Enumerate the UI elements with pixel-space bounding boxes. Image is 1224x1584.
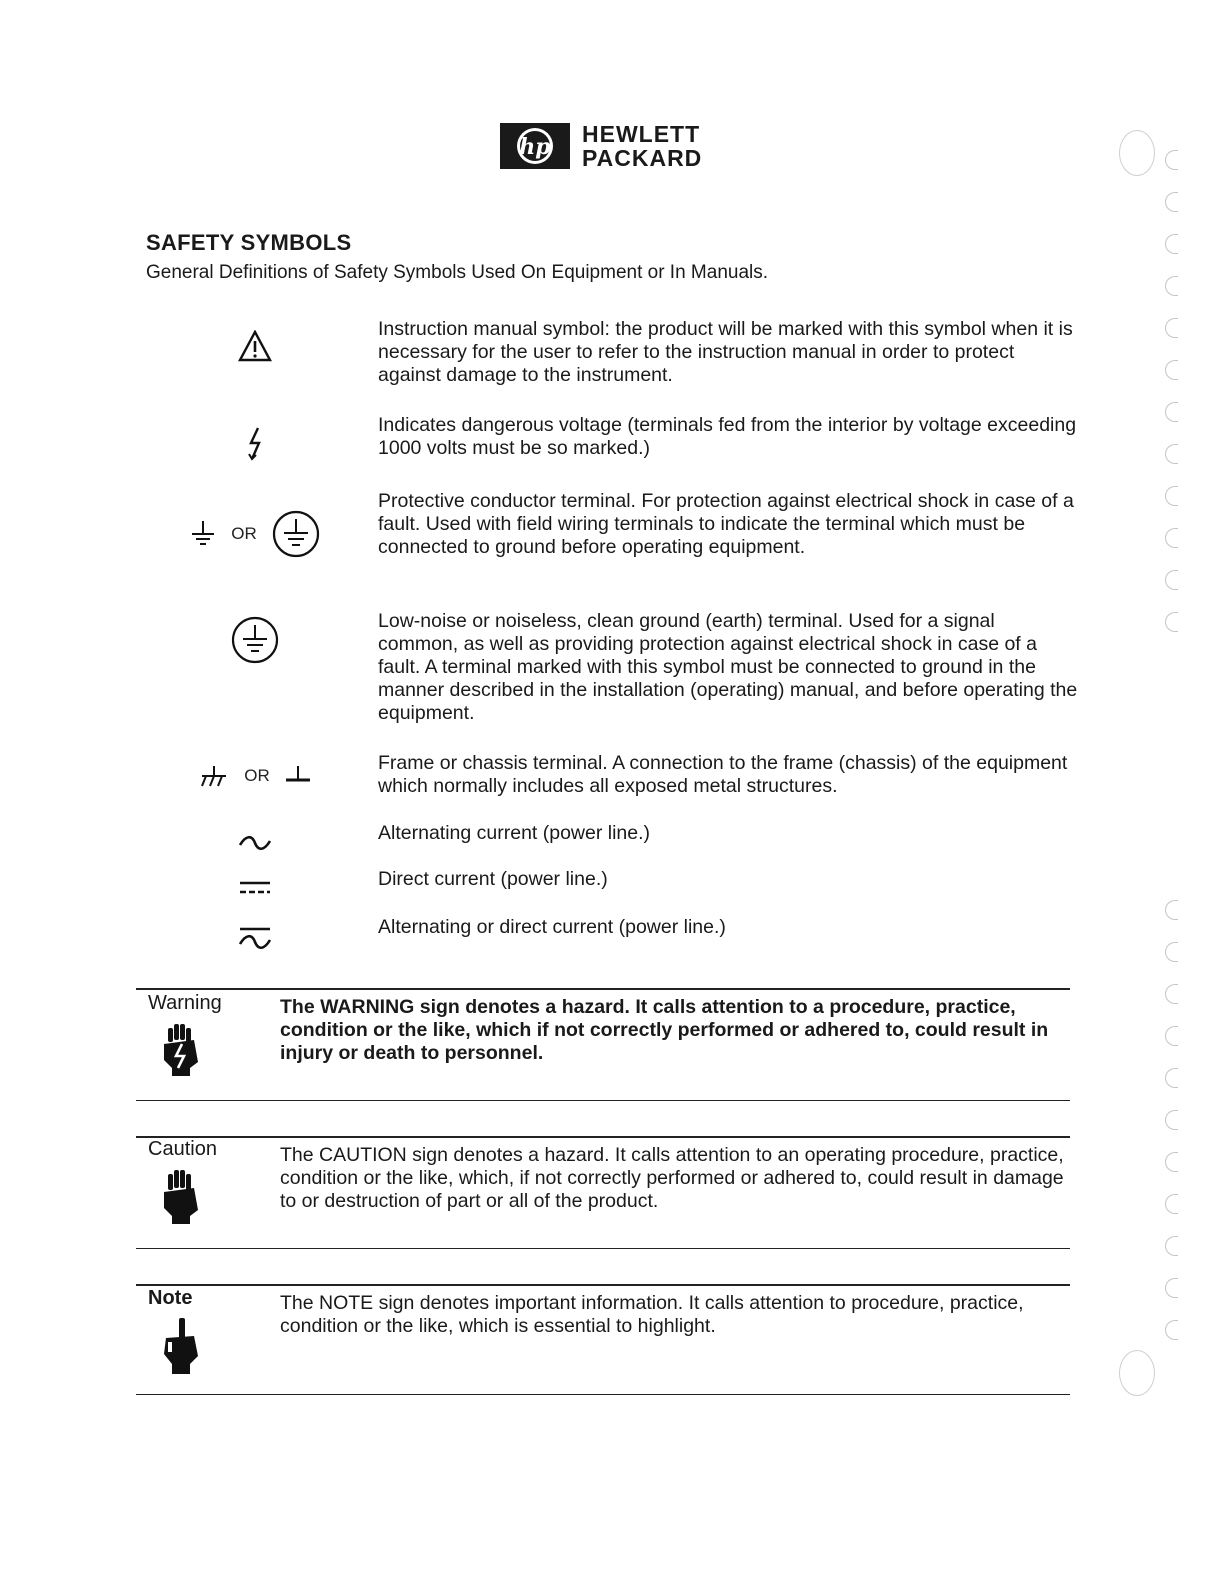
- hp-logo-icon: [500, 123, 570, 169]
- symbol-description: Indicates dangerous voltage (terminals fed from the interior by voltage exceeding 1000 volts must be so marked.): [378, 414, 1077, 459]
- warning-hand-icon: [160, 1022, 202, 1078]
- binder-holes: [1163, 140, 1183, 1410]
- divider: [136, 1248, 1070, 1249]
- page-title: SAFETY SYMBOLS: [146, 230, 352, 255]
- warning-title: Warning: [148, 992, 222, 1014]
- direct-current-icon: [238, 877, 272, 897]
- symbol-description: Frame or chassis terminal. A connection to the frame (chassis) of the equipment which normally includes all exposed metal structures.: [378, 752, 1068, 797]
- symbol-description: Low-noise or noiseless, clean ground (earth) terminal. Used for a signal common, as well as providing protection against electrical shock in case of a fault. A terminal marked with this symbol must be connected to ground in the manner described in the installation (operating) manual, and before operating the equipment.: [378, 610, 1078, 724]
- or-label: OR: [231, 524, 257, 543]
- logo-line-1: HEWLETT: [582, 121, 701, 147]
- ground-icon: [189, 519, 217, 549]
- ac-or-dc-icon: [238, 924, 272, 952]
- divider: [136, 1394, 1070, 1395]
- chassis-terminal-icon: [198, 764, 230, 788]
- symbol-description: Alternating current (power line.): [378, 822, 651, 844]
- clean-ground-terminal-icon: [230, 615, 280, 665]
- caution-hand-icon: [160, 1168, 202, 1226]
- divider: [136, 988, 1070, 990]
- hp-logo: [500, 121, 702, 171]
- note-hand-icon: [160, 1316, 202, 1376]
- dangerous-voltage-bolt-icon: [246, 426, 264, 462]
- logo-line-2: PACKARD: [582, 145, 703, 171]
- instruction-manual-triangle-icon: [238, 330, 272, 362]
- warning-text: The WARNING sign denotes a hazard. It calls attention to a procedure, practice, condition or the like, which if not correctly performed or adhered to, could result in injury or death to personnel.: [280, 996, 1049, 1064]
- divider: [136, 1100, 1070, 1101]
- divider: [136, 1284, 1070, 1286]
- note-text: The NOTE sign denotes important information. It calls attention to procedure, practice, condition or the like, which is essential to highlight.: [280, 1292, 1024, 1337]
- symbol-description: Protective conductor terminal. For protection against electrical shock in case of a fault. Used with field wiring terminals to indicate the terminal which must be connected to ground before operating equipment.: [378, 490, 1074, 558]
- caution-title: Caution: [148, 1138, 217, 1160]
- symbol-description: Direct current (power line.): [378, 868, 608, 890]
- frame-terminal-icon: [284, 764, 312, 788]
- divider: [136, 1136, 1070, 1138]
- or-label: OR: [244, 766, 270, 785]
- caution-text: The CAUTION sign denotes a hazard. It calls attention to an operating procedure, practice, condition or the like, which, if not correctly performed or adhered to, could result in damage to or destruction of part or all of the product.: [280, 1144, 1064, 1212]
- page-subtitle: General Definitions of Safety Symbols Used On Equipment or In Manuals.: [146, 262, 769, 283]
- symbol-description: Instruction manual symbol: the product will be marked with this symbol when it is necessary for the user to refer to the instruction manual in order to protect against damage to the instrument.: [378, 318, 1073, 386]
- protective-conductor-terminal-icon: [271, 509, 321, 559]
- note-title: Note: [148, 1287, 193, 1309]
- symbol-description: Alternating or direct current (power line.): [378, 916, 726, 938]
- alternating-current-icon: [238, 833, 272, 853]
- hp-logo-mark: hp: [519, 134, 551, 160]
